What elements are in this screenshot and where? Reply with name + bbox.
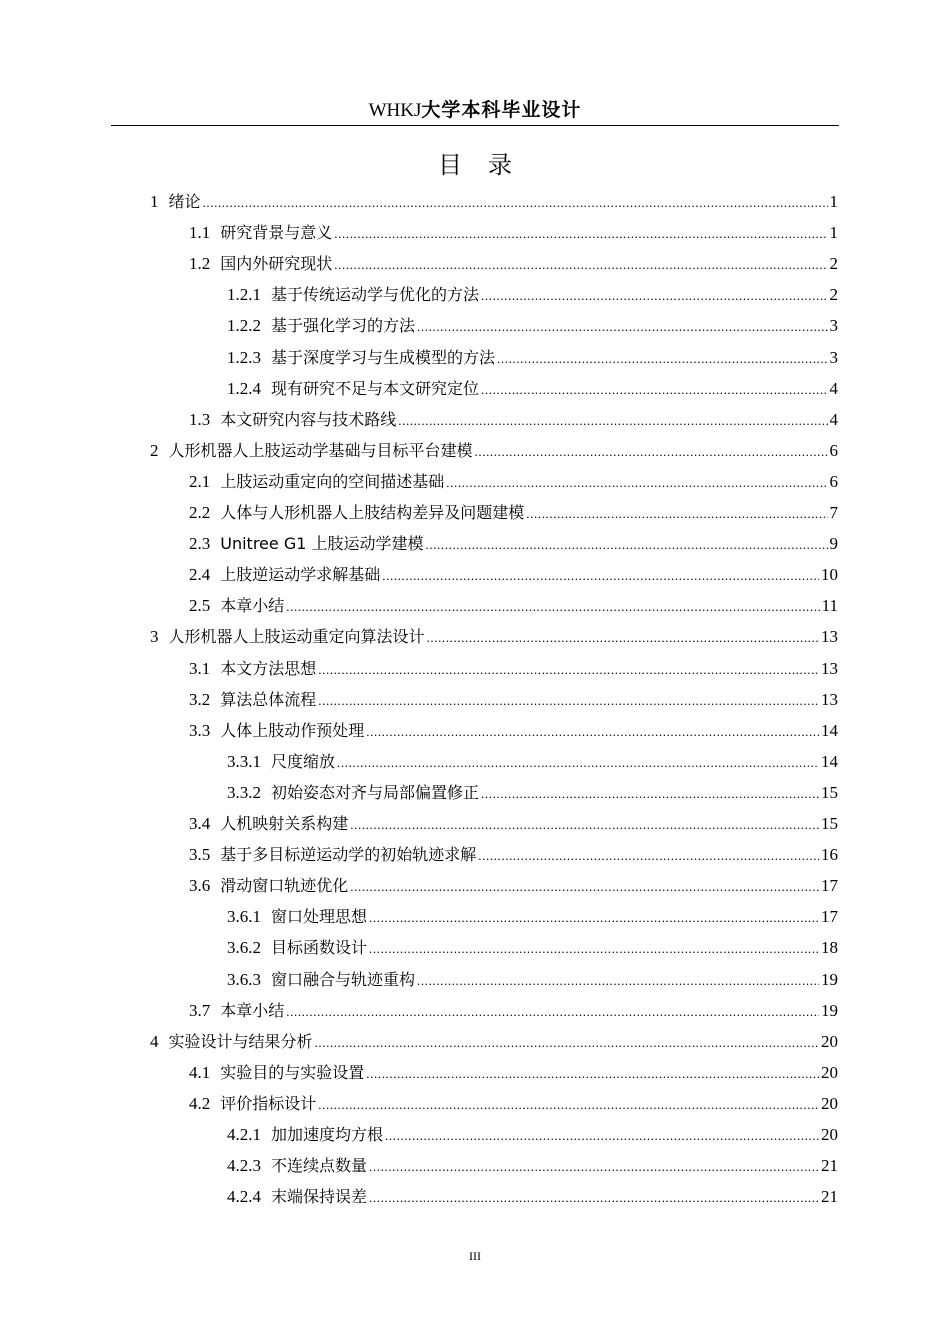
- toc-entry-title: 绪论: [168, 192, 201, 211]
- toc-entry-title: 人机映射关系构建: [220, 814, 349, 833]
- toc-dot-leader: [286, 591, 819, 622]
- toc-entry-title: 人形机器人上肢运动重定向算法设计: [168, 627, 425, 646]
- toc-entry[interactable]: [189, 248, 838, 279]
- toc-dot-leader: [315, 1027, 819, 1058]
- toc-entry-page: 17: [821, 876, 838, 895]
- toc-entry-page: 14: [821, 752, 838, 771]
- toc-entry-number: 3.7: [189, 1001, 211, 1020]
- toc-dot-leader: [385, 1120, 819, 1151]
- toc-entry-page: 3: [829, 316, 838, 335]
- toc-entry-page: 2: [829, 285, 838, 304]
- toc-entry-page: 3: [829, 348, 838, 367]
- toc-dot-leader: [334, 249, 827, 280]
- toc-entry[interactable]: [189, 404, 838, 435]
- toc-entry-page: 4: [829, 410, 838, 429]
- toc-entry-title: 实验目的与实验设置: [220, 1063, 365, 1082]
- toc-dot-leader: [398, 405, 827, 436]
- toc-entry-title: 实验设计与结果分析: [168, 1032, 313, 1051]
- toc-entry[interactable]: [227, 1119, 838, 1150]
- toc-dot-leader: [446, 467, 827, 498]
- toc-entry-number: 1: [150, 192, 159, 211]
- toc-entry-number: 1.3: [189, 410, 211, 429]
- toc-entry-number: 3.3.1: [227, 752, 261, 771]
- toc-dot-leader: [366, 1058, 819, 1089]
- toc-entry-number: 4: [150, 1032, 159, 1051]
- toc-entry[interactable]: [227, 342, 838, 373]
- toc-entry-number: 2.2: [189, 503, 211, 522]
- toc-entry-page: 6: [829, 472, 838, 491]
- toc-entry-number: 3.5: [189, 845, 211, 864]
- toc-dot-leader: [526, 498, 827, 529]
- toc-entry[interactable]: [150, 1026, 838, 1057]
- toc-entry[interactable]: [189, 995, 838, 1026]
- toc-dot-leader: [426, 529, 828, 560]
- toc-entry-title: 窗口融合与轨迹重构: [271, 970, 416, 989]
- toc-entry[interactable]: [189, 870, 838, 901]
- toc-entry-page: 17: [821, 907, 838, 926]
- toc-entry[interactable]: [150, 621, 838, 652]
- toc-entry-number: 2: [150, 441, 159, 460]
- header-rule: [111, 125, 839, 126]
- toc-entry-title: 目标函数设计: [271, 938, 368, 957]
- toc-entry-number: 3.4: [189, 814, 211, 833]
- toc-entry-page: 21: [821, 1187, 838, 1206]
- toc-dot-leader: [350, 809, 819, 840]
- toc-entry[interactable]: [227, 777, 838, 808]
- toc-entry-title: 初始姿态对齐与局部偏置修正: [271, 783, 480, 802]
- toc-entry-number: 3.6.3: [227, 970, 261, 989]
- toc-entry-page: 20: [821, 1094, 838, 1113]
- toc-entry-number: 3.3.2: [227, 783, 261, 802]
- toc-entry-number: 4.2.3: [227, 1156, 261, 1175]
- toc-dot-leader: [478, 840, 819, 871]
- toc-entry[interactable]: [189, 497, 838, 528]
- toc-entry-page: 1: [829, 223, 838, 242]
- toc-entry[interactable]: [227, 964, 838, 995]
- toc-entry-number: 2.1: [189, 472, 211, 491]
- toc-entry[interactable]: [227, 373, 838, 404]
- toc-entry-number: 3.2: [189, 690, 211, 709]
- toc-dot-leader: [497, 343, 827, 374]
- toc-entry[interactable]: [189, 1057, 838, 1088]
- toc-entry-page: 21: [821, 1156, 838, 1175]
- toc-entry-page: 18: [821, 938, 838, 957]
- toc-entry-number: 2.4: [189, 565, 211, 584]
- toc-entry-title: Unitree G1 上肢运动学建模: [220, 534, 424, 553]
- toc-entry-title: 末端保持误差: [271, 1187, 368, 1206]
- toc-dot-leader: [481, 280, 827, 311]
- toc-entry-page: 20: [821, 1063, 838, 1082]
- toc-entry[interactable]: [189, 217, 838, 248]
- toc-entry-page: 1: [829, 192, 838, 211]
- toc-entry-title: 现有研究不足与本文研究定位: [271, 379, 480, 398]
- toc-entry-page: 13: [821, 659, 838, 678]
- toc-entry[interactable]: [227, 1181, 838, 1212]
- toc-entry[interactable]: [150, 435, 838, 466]
- toc-entry-title: 基于强化学习的方法: [271, 316, 416, 335]
- toc-dot-leader: [382, 560, 819, 591]
- toc-entry-page: 11: [821, 596, 838, 615]
- toc-dot-leader: [350, 871, 819, 902]
- toc-dot-leader: [318, 685, 819, 716]
- toc-entry-number: 1.1: [189, 223, 211, 242]
- toc-dot-leader: [337, 747, 819, 778]
- toc-entry-title: 本章小结: [220, 1001, 285, 1020]
- toc-entry-title: 窗口处理思想: [271, 907, 368, 926]
- toc-dot-leader: [366, 716, 819, 747]
- toc-entry-title: 基于多目标逆运动学的初始轨迹求解: [220, 845, 477, 864]
- toc-entry-number: 4.2: [189, 1094, 211, 1113]
- toc-entry[interactable]: [227, 932, 838, 963]
- toc-entry-number: 3.1: [189, 659, 211, 678]
- toc-entry[interactable]: [227, 1150, 838, 1181]
- toc-entry-page: 4: [829, 379, 838, 398]
- toc-dot-leader: [417, 311, 827, 342]
- toc-dot-leader: [369, 933, 819, 964]
- toc-entry[interactable]: [189, 653, 838, 684]
- header-latin: WHKJ: [368, 100, 422, 121]
- toc-title: 目录: [438, 151, 538, 179]
- toc-entry-page: 2: [829, 254, 838, 273]
- toc-entry[interactable]: [227, 746, 838, 777]
- toc-entry[interactable]: [189, 559, 838, 590]
- toc-entry-page: 6: [829, 441, 838, 460]
- toc-entry-page: 16: [821, 845, 838, 864]
- toc-entry-title: 尺度缩放: [271, 752, 336, 771]
- toc-entry-number: 1.2.1: [227, 285, 261, 304]
- toc-entry-number: 2.5: [189, 596, 211, 615]
- toc-entry-number: 1.2.3: [227, 348, 261, 367]
- page-number: III: [469, 1249, 481, 1263]
- toc-entry[interactable]: [189, 684, 838, 715]
- toc-entry-page: 7: [829, 503, 838, 522]
- toc-entry[interactable]: [189, 528, 838, 559]
- toc-entry-title: 不连续点数量: [271, 1156, 368, 1175]
- toc-entry-page: 10: [821, 565, 838, 584]
- toc-entry-page: 15: [821, 783, 838, 802]
- toc-entry[interactable]: [227, 310, 838, 341]
- toc-entry-title: 上肢逆运动学求解基础: [220, 565, 381, 584]
- toc-entry-number: 1.2.4: [227, 379, 261, 398]
- toc-entry-number: 4.2.4: [227, 1187, 261, 1206]
- toc-entry-title: 本章小结: [220, 596, 285, 615]
- toc-entry-page: 13: [821, 690, 838, 709]
- toc-entry-page: 15: [821, 814, 838, 833]
- toc-entry-title: 人体与人形机器人上肢结构差异及问题建模: [220, 503, 525, 522]
- toc-entry-title: 研究背景与意义: [220, 223, 333, 242]
- toc-dot-leader: [318, 654, 819, 685]
- toc-dot-leader: [334, 218, 827, 249]
- toc-entry-title: 加加速度均方根: [271, 1125, 384, 1144]
- toc-dot-leader: [475, 436, 828, 467]
- toc-entry-title: 人形机器人上肢运动学基础与目标平台建模: [168, 441, 473, 460]
- toc-entry-number: 4.2.1: [227, 1125, 261, 1144]
- toc-entry-page: 14: [821, 721, 838, 740]
- toc-entry-title: 国内外研究现状: [220, 254, 333, 273]
- toc-entry[interactable]: [227, 901, 838, 932]
- toc-entry[interactable]: [189, 1088, 838, 1119]
- toc-entry-number: 3.6: [189, 876, 211, 895]
- toc-entry-title: 算法总体流程: [220, 690, 317, 709]
- toc-entry-title: 基于深度学习与生成模型的方法: [271, 348, 496, 367]
- toc-entry-page: 13: [821, 627, 838, 646]
- toc-entry-number: 3.6.1: [227, 907, 261, 926]
- toc-entry-page: 9: [829, 534, 838, 553]
- toc-entry-title: 人体上肢动作预处理: [220, 721, 365, 740]
- toc-entry-page: 20: [821, 1032, 838, 1051]
- running-header: [0, 95, 950, 122]
- toc-entry-number: 2.3: [189, 534, 211, 553]
- toc-entry-title: 本文研究内容与技术路线: [220, 410, 397, 429]
- toc-entry[interactable]: [189, 715, 838, 746]
- toc-dot-leader: [427, 622, 819, 653]
- toc-dot-leader: [203, 187, 828, 218]
- toc-dot-leader: [369, 1182, 819, 1213]
- toc-dot-leader: [481, 374, 827, 405]
- toc-entry-number: 1.2: [189, 254, 211, 273]
- toc-dot-leader: [417, 965, 819, 996]
- toc-entry[interactable]: [150, 186, 838, 217]
- toc-entry[interactable]: [189, 839, 838, 870]
- toc-entry-number: 3.3: [189, 721, 211, 740]
- toc-entry-number: 1.2.2: [227, 316, 261, 335]
- toc-entry-page: 19: [821, 970, 838, 989]
- toc-entry-number: 4.1: [189, 1063, 211, 1082]
- toc-dot-leader: [369, 902, 819, 933]
- toc-entry-number: 3.6.2: [227, 938, 261, 957]
- toc-entry-title: 基于传统运动学与优化的方法: [271, 285, 480, 304]
- toc-dot-leader: [369, 1151, 819, 1182]
- toc-dot-leader: [318, 1089, 819, 1120]
- toc-dot-leader: [481, 778, 819, 809]
- toc-entry[interactable]: [227, 279, 838, 310]
- toc-entry[interactable]: [189, 590, 838, 621]
- toc-entry-title: 上肢运动重定向的空间描述基础: [220, 472, 445, 491]
- toc-dot-leader: [286, 996, 819, 1027]
- toc-entry-page: 19: [821, 1001, 838, 1020]
- toc-entry-title: 滑动窗口轨迹优化: [220, 876, 349, 895]
- toc-entry-page: 20: [821, 1125, 838, 1144]
- toc-entry[interactable]: [189, 466, 838, 497]
- header-title: 大学本科毕业设计: [421, 99, 582, 121]
- toc-entry-title: 评价指标设计: [220, 1094, 317, 1113]
- toc-entry-title: 本文方法思想: [220, 659, 317, 678]
- toc-entry-number: 3: [150, 627, 159, 646]
- toc-entry[interactable]: [189, 808, 838, 839]
